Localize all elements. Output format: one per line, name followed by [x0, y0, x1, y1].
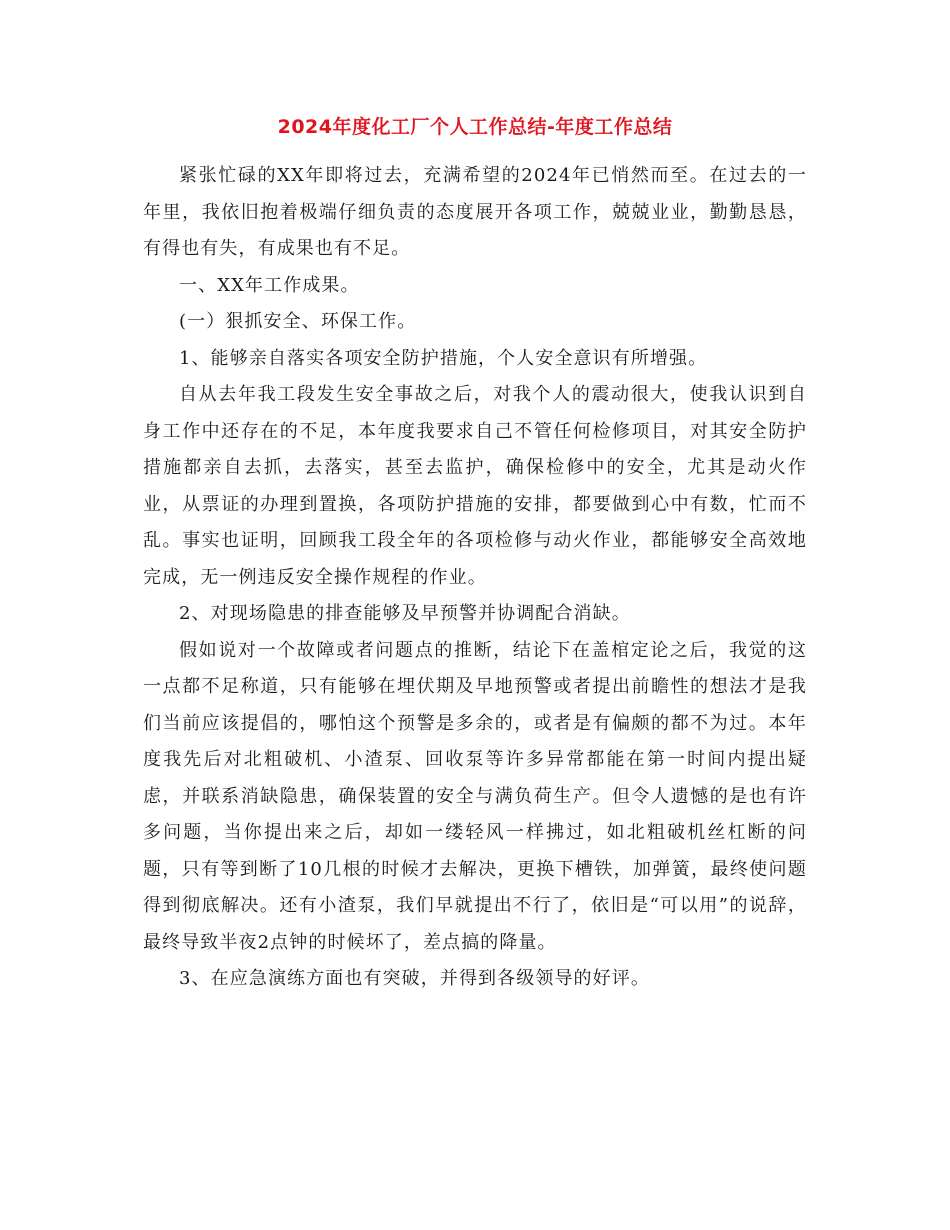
item-heading-3: 3、在应急演练方面也有突破，并得到各级领导的好评。 — [179, 968, 650, 989]
section-heading-achievements: 一、XX年工作成果。 — [179, 274, 360, 296]
item-heading-1: 1、能够亲自落实各项安全防护措施，个人安全意识有所增强。 — [179, 347, 708, 369]
paragraph-intro: 紧张忙碌的XX年即将过去，充满希望的2024年已悄然而至。在过去的一年里，我依旧抱着极端仔细负责的态度展开各项工作，兢兢业业，勤勤恳恳，有得也有失，有成果也有不足。 — [143, 165, 807, 259]
paragraph-item-2-body: 假如说对一个故障或者问题点的推断，结论下在盖棺定论之后，我觉的这一点都不足称道，只有能够在埋伏期及早地预警或者提出前瞻性的想法才是我们当前应该提倡的，哪怕这个预警是多余的，或者是有偏颇的都不为过。本年度我先后对北粗破机、小渣泵、回收泵等许多异常都能在第一时间内提出疑虑，并联系消缺隐患，确保装置的安全与满负荷生产。但令人遗憾的是也有许多问题，当你提出来之后，却如一缕轻风一样拂过，如北粗破机丝杠断的问题，只有等到断了10几根的时候才去解决，更换下槽铁，加弹簧，最终使问题得到彻底解决。还有小渣泵，我们早就提出不行了，依旧是“可以用”的说辞，最终导致半夜2点钟的时候坏了，差点搞的降量。 — [143, 639, 807, 953]
paragraph-item-1-body: 自从去年我工段发生安全事故之后，对我个人的震动很大，使我认识到自身工作中还存在的不足，本年度我要求自己不管任何检修项目，对其安全防护措施都亲自去抓，去落实，甚至去监护，确保检修中的安全，尤其是动火作业，从票证的办理到置换，各项防护措施的安排，都要做到心中有数，忙而不乱。事实也证明，回顾我工段全年的各项检修与动火作业，都能够安全高效地完成，无一例违反安全操作规程的作业。 — [143, 384, 807, 588]
item-heading-2: 2、对现场隐患的排查能够及早预警并协调配合消缺。 — [179, 603, 631, 624]
document-page — [143, 112, 807, 998]
subsection-heading-safety: (一）狠抓安全、环保工作。 — [179, 311, 417, 332]
document-title: 2024年度化工厂个人工作总结-年度工作总结 — [277, 116, 673, 138]
